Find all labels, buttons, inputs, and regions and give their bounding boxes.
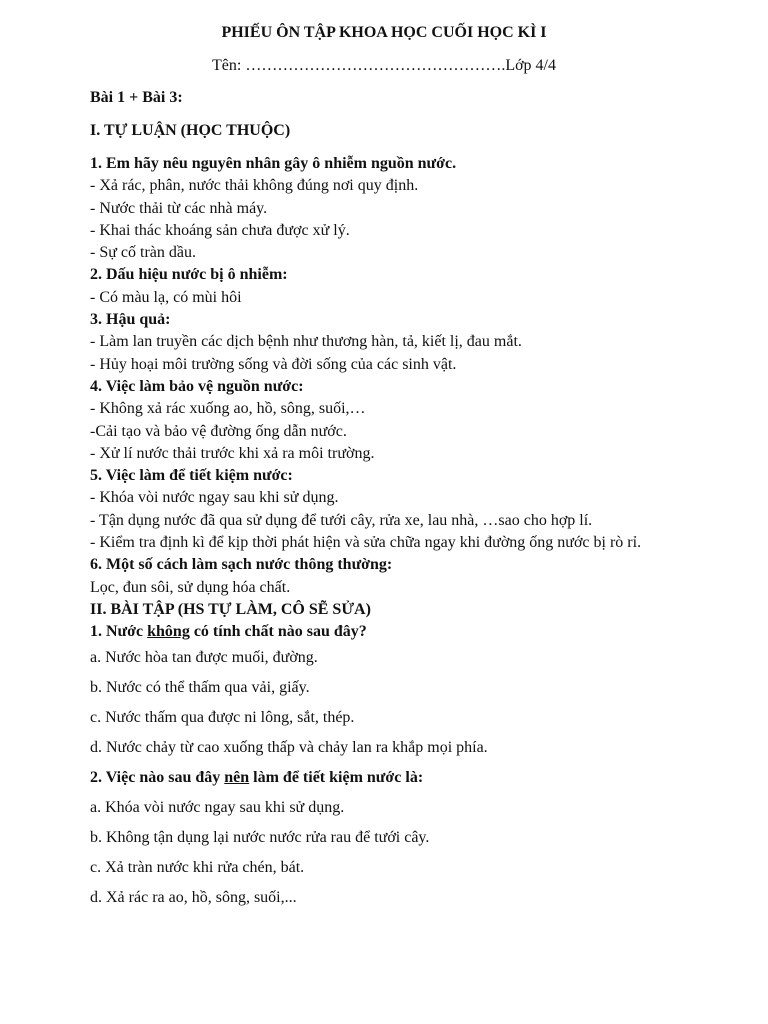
q3-line: - Hủy hoại môi trường sống và đời sống của các sinh vật.: [90, 355, 457, 373]
exercise2-option-b: b. Không tận dụng lại nước nước rửa rau để tưới cây.: [90, 829, 430, 846]
exercise2-question: [90, 767, 730, 789]
exercise1-option-a: a. Nước hòa tan được muối, đường.: [90, 649, 318, 666]
q1-heading: 1. Em hãy nêu nguyên nhân gây ô nhiễm nguồn nước.: [90, 155, 457, 172]
q5-line: - Kiểm tra định kì để kịp thời phát hiện và sửa chữa ngay khi đường ống nước bị rò rỉ.: [90, 534, 642, 552]
theory-section: [90, 153, 750, 644]
name-class-line: Tên: ………………………………………….Lớp 4/4: [212, 57, 556, 74]
part1-heading: I. TỰ LUẬN (HỌC THUỘC): [90, 122, 291, 139]
exercise2-question-prefix: 2. Việc nào sau đây: [90, 769, 225, 786]
q1-line: - Khai thác khoáng sản chưa được xử lý.: [90, 221, 350, 239]
intro-section: [90, 87, 730, 142]
q5-line: - Khóa vòi nước ngay sau khi sử dụng.: [90, 489, 339, 507]
q5-line: - Tận dụng nước đã qua sử dụng để tưới cây, rửa xe, lau nhà, …sao cho hợp lí.: [90, 511, 593, 529]
q6-line: Lọc, đun sôi, sử dụng hóa chất.: [90, 578, 291, 596]
exercise1-question-suffix: có tính chất nào sau đây?: [189, 623, 367, 641]
exercise2-option-d: d. Xả rác ra ao, hồ, sông, suối,...: [90, 889, 297, 906]
exercise2-question-emphasis: nên: [224, 769, 250, 786]
exercise2-option-c: c. Xả tràn nước khi rửa chén, bát.: [90, 859, 305, 876]
exercise1-question-emphasis: không: [147, 623, 190, 641]
q5-heading: 5. Việc làm để tiết kiệm nước:: [90, 467, 293, 485]
q4-line: -Cải tạo và bảo vệ đường ống dẫn nước.: [90, 422, 347, 440]
q1-line: - Sự cố tràn dầu.: [90, 244, 196, 262]
q3-heading: 3. Hậu quả:: [90, 311, 171, 329]
q3-line: - Làm lan truyền các dịch bệnh như thương hàn, tả, kiết lị, đau mắt.: [90, 333, 522, 351]
q1-line: - Xả rác, phân, nước thải không đúng nơi quy định.: [90, 177, 419, 195]
lesson-heading: Bài 1 + Bài 3:: [90, 89, 183, 106]
q6-heading: 6. Một số cách làm sạch nước thông thường:: [90, 556, 393, 574]
q1-line: - Nước thải từ các nhà máy.: [90, 199, 268, 217]
exercise2-option-a: a. Khóa vòi nước ngay sau khi sử dụng.: [90, 799, 345, 816]
q4-line: - Xử lí nước thải trước khi xả ra môi trường.: [90, 444, 375, 462]
document-title: PHIẾU ÔN TẬP KHOA HỌC CUỐI HỌC KÌ I: [221, 24, 547, 41]
exercise1-option-d: d. Nước chảy từ cao xuống thấp và chảy lan ra khắp mọi phía.: [90, 739, 488, 756]
exercise1-options: [90, 647, 730, 917]
q2-heading: 2. Dấu hiệu nước bị ô nhiễm:: [90, 266, 288, 284]
q4-heading: 4. Việc làm bảo vệ nguồn nước:: [90, 377, 304, 395]
exercise1-option-b: b. Nước có thể thấm qua vải, giấy.: [90, 679, 310, 696]
part2-heading: II. BÀI TẬP (HS TỰ LÀM, CÔ SẼ SỬA): [90, 600, 371, 618]
q2-line: - Có màu lạ, có mùi hôi: [90, 288, 242, 306]
exercise1-question-prefix: 1. Nước: [90, 623, 148, 641]
q4-line: - Không xả rác xuống ao, hồ, sông, suối,…: [90, 400, 366, 418]
exercise1-question: [90, 621, 750, 643]
exercise2-question-suffix: làm để tiết kiệm nước là:: [249, 769, 424, 786]
exercise1-option-c: c. Nước thấm qua được ni lông, sắt, thép.: [90, 709, 355, 726]
